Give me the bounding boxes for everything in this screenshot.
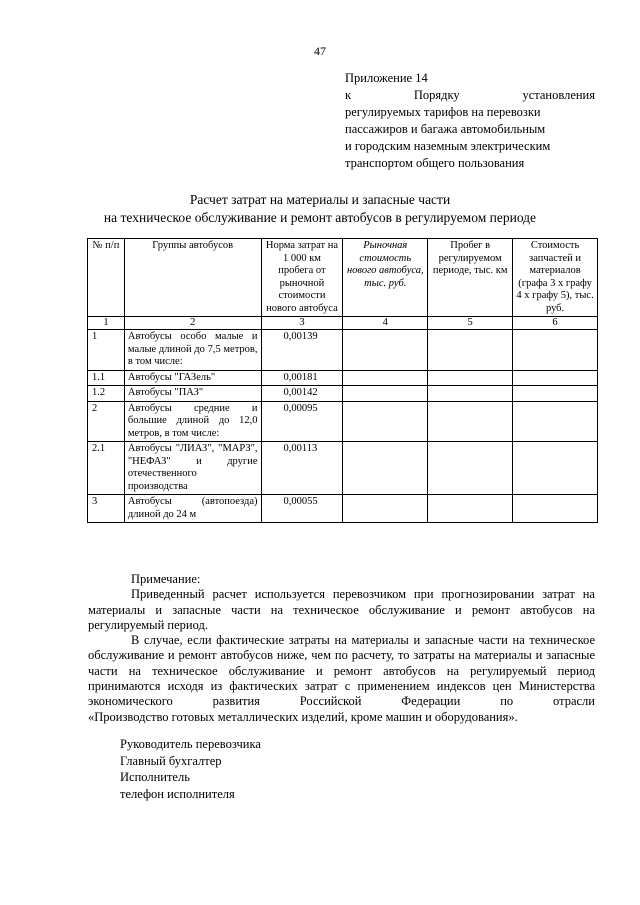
header-cost: Стоимость запчастей и материалов (графа 3 х графу 4 х графу 5), тыс. руб.: [513, 239, 598, 317]
row-cost: [513, 401, 598, 442]
row-norm: 0,00181: [261, 370, 343, 386]
signature-block: [120, 736, 261, 802]
signature-line: телефон исполнителя: [120, 786, 235, 801]
row-group: Автобусы "ГАЗель": [124, 370, 261, 386]
row-norm: 0,00055: [261, 495, 343, 523]
page-number: 47: [314, 44, 326, 58]
header-number: № п/п: [88, 239, 125, 317]
row-mileage: [428, 386, 513, 402]
row-mileage: [428, 401, 513, 442]
row-number: 3: [88, 495, 125, 523]
table-row: [88, 330, 598, 371]
column-number: 5: [428, 317, 513, 330]
appendix-line-4: пассажиров и багажа автомобильным: [345, 122, 546, 136]
table-row: [88, 495, 598, 523]
appendix-line-2: [345, 87, 595, 104]
table-row: [88, 370, 598, 386]
signature-line: Главный бухгалтер: [120, 753, 222, 768]
header-mileage: Пробег в регулируемом периоде, тыс. км: [428, 239, 513, 317]
row-group: Автобусы (автопоезда) длиной до 24 м: [124, 495, 261, 523]
row-number: 2.1: [88, 442, 125, 495]
notes-paragraph-1: Приведенный расчет используется перевозчиком при прогнозировании затрат на материалы и запасные части на техническое обслуживание и ремонт автобусов на регулируемый период.: [88, 587, 595, 632]
row-market-price: [343, 370, 428, 386]
notes-heading: Примечание:: [131, 572, 201, 586]
title-line-1: Расчет затрат на материалы и запасные части: [189, 192, 451, 207]
row-group: Автобусы средние и большие длиной до 12,0 метров, в том числе:: [124, 401, 261, 442]
column-number: 4: [343, 317, 428, 330]
row-group: Автобусы особо малые и малые длиной до 7,5 метров, в том числе:: [124, 330, 261, 371]
row-market-price: [343, 442, 428, 495]
title-line-2: на техническое обслуживание и ремонт автобусов в регулируемом периоде: [103, 210, 537, 225]
notes-section: [88, 572, 595, 725]
header-norm: Норма затрат на 1 000 км пробега от рыночной стоимости нового автобуса: [261, 239, 343, 317]
appendix-header: [345, 70, 595, 172]
row-cost: [513, 495, 598, 523]
notes-paragraph-2-tail: «Производство готовых металлических изделий, кроме машин и оборудования».: [88, 709, 518, 724]
row-group: Автобусы "ЛИАЗ", "МАРЗ", "НЕФАЗ" и другие отечественного производства: [124, 442, 261, 495]
row-cost: [513, 386, 598, 402]
row-mileage: [428, 370, 513, 386]
row-cost: [513, 330, 598, 371]
row-cost: [513, 370, 598, 386]
signature-line: Исполнитель: [120, 770, 190, 784]
row-market-price: [343, 330, 428, 371]
appendix-word: установления: [522, 88, 595, 102]
document-title: [0, 191, 640, 227]
row-number: 1.2: [88, 386, 125, 402]
row-market-price: [343, 386, 428, 402]
table-row: [88, 386, 598, 402]
appendix-word: к: [345, 88, 352, 102]
row-cost: [513, 442, 598, 495]
row-group: Автобусы "ПАЗ": [124, 386, 261, 402]
appendix-word: Порядку: [413, 88, 460, 102]
table-row: [88, 442, 598, 495]
row-market-price: [343, 495, 428, 523]
column-numbers-row: [88, 317, 598, 330]
signature-line: Руководитель перевозчика: [120, 737, 261, 751]
column-number: 6: [513, 317, 598, 330]
row-mileage: [428, 330, 513, 371]
table-row: [88, 401, 598, 442]
appendix-line-1: Приложение 14: [345, 71, 428, 85]
cost-table: [87, 238, 598, 523]
row-number: 1: [88, 330, 125, 371]
header-group: Группы автобусов: [124, 239, 261, 317]
appendix-line-6: транспортом общего пользования: [345, 156, 525, 170]
notes-paragraph-2: В случае, если фактические затраты на материалы и запасные части на техническое обслуживание и ремонт автобусов ниже, чем по расчету, то затраты на материалы и запасные части на техническое обслуживание и ремонт автобусов на регулируемый период принимаются исходя из фактических затрат с применением индексов цен Министерства экономического развития Российской Федерации по отрасли: [88, 633, 595, 709]
row-norm: 0,00113: [261, 442, 343, 495]
row-norm: 0,00142: [261, 386, 343, 402]
appendix-line-3: регулируемых тарифов на перевозки: [345, 105, 541, 119]
row-mileage: [428, 495, 513, 523]
row-market-price: [343, 401, 428, 442]
column-number: 1: [88, 317, 125, 330]
row-mileage: [428, 442, 513, 495]
row-number: 1.1: [88, 370, 125, 386]
appendix-line-5: и городским наземным электрическим: [345, 139, 551, 153]
row-norm: 0,00095: [261, 401, 343, 442]
column-number: 3: [261, 317, 343, 330]
row-number: 2: [88, 401, 125, 442]
table-header-row: [88, 239, 598, 317]
header-market-price: Рыночная стоимость нового автобуса, тыс. руб.: [343, 239, 428, 317]
row-norm: 0,00139: [261, 330, 343, 371]
column-number: 2: [124, 317, 261, 330]
